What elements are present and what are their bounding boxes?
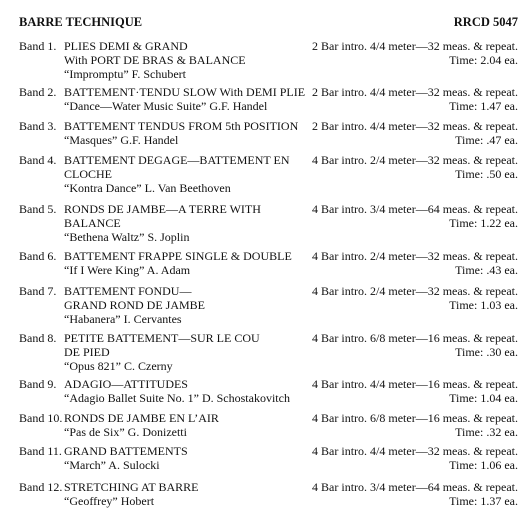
band-title <box>64 444 188 472</box>
band-intro-meter: 4 Bar intro. 2/4 meter—32 meas. & repeat. <box>312 284 518 298</box>
band-music-credit: “Geoffrey” Hobert <box>64 494 155 508</box>
band-exercise-line: BATTEMENT FRAPPE SINGLE & DOUBLE <box>64 249 292 263</box>
band-exercise-line: BATTEMENT DEGAGE—BATTEMENT EN <box>64 153 290 167</box>
band-music-credit: “Habanera” I. Cervantes <box>64 312 182 326</box>
band-exercise-line: With PORT DE BRAS & BALANCE <box>64 53 246 67</box>
band-music-credit: “Kontra Dance” L. Van Beethoven <box>64 181 231 195</box>
band-time: Time: 1.22 ea. <box>449 216 518 230</box>
band-time: Time: 1.03 ea. <box>449 298 518 312</box>
band-label: Band 9. <box>19 377 57 391</box>
band-music-credit: “Adagio Ballet Suite No. 1” D. Schostakovitch <box>64 391 290 405</box>
band-intro-meter: 4 Bar intro. 4/4 meter—16 meas. & repeat. <box>312 377 518 391</box>
band-label: Band 3. <box>19 119 57 133</box>
band-label: Band 7. <box>19 284 57 298</box>
band-intro-meter: 4 Bar intro. 3/4 meter—64 meas. & repeat. <box>312 480 518 494</box>
band-exercise-line: BATTEMENT·TENDU SLOW With DEMI PLIE <box>64 85 306 99</box>
band-title <box>64 411 219 439</box>
band-intro-meter: 4 Bar intro. 2/4 meter—32 meas. & repeat. <box>312 249 518 263</box>
band-info <box>312 153 518 181</box>
band-info <box>312 284 518 312</box>
band-title <box>64 153 290 195</box>
band-label: Band 8. <box>19 331 57 345</box>
band-time: Time: 1.47 ea. <box>449 99 518 113</box>
section-title: BARRE TECHNIQUE <box>19 15 143 29</box>
band-title <box>64 249 292 277</box>
band-info <box>312 249 518 277</box>
band-info <box>312 444 518 472</box>
band-time: Time: 2.04 ea. <box>449 53 518 67</box>
band-time: Time: 1.06 ea. <box>449 458 518 472</box>
band-info <box>312 331 518 359</box>
band-title <box>64 85 305 113</box>
band-title <box>64 202 261 244</box>
band-intro-meter: 4 Bar intro. 6/8 meter—16 meas. & repeat. <box>312 411 518 425</box>
band-title <box>64 39 246 81</box>
band-info <box>312 480 518 508</box>
band-exercise-line: ADAGIO—ATTITUDES <box>64 377 188 391</box>
band-title <box>64 284 205 326</box>
band-label: Band 5. <box>19 202 57 216</box>
band-title <box>64 377 290 405</box>
band-info <box>312 377 518 405</box>
band-time: Time: .30 ea. <box>455 345 518 359</box>
band-intro-meter: 4 Bar intro. 3/4 meter—64 meas. & repeat. <box>312 202 518 216</box>
band-label: Band 10. <box>19 411 63 425</box>
band-time: Time: 1.04 ea. <box>449 391 518 405</box>
band-intro-meter: 2 Bar intro. 4/4 meter—32 meas. & repeat. <box>312 39 518 53</box>
band-exercise-line: PETITE BATTEMENT—SUR LE COU <box>64 331 260 345</box>
band-exercise-line: CLOCHE <box>64 167 112 181</box>
catalog-code: RRCD 5047 <box>453 15 518 29</box>
band-intro-meter: 4 Bar intro. 4/4 meter—32 meas. & repeat. <box>312 444 518 458</box>
band-time: Time: .50 ea. <box>455 167 518 181</box>
band-exercise-line: BALANCE <box>64 216 121 230</box>
band-exercise-line: STRETCHING AT BARRE <box>64 480 199 494</box>
band-exercise-line: RONDS DE JAMBE—A TERRE WITH <box>64 202 261 216</box>
band-intro-meter: 2 Bar intro. 4/4 meter—32 meas. & repeat. <box>312 119 518 133</box>
band-time: Time: .47 ea. <box>455 133 518 147</box>
band-label: Band 2. <box>19 85 57 99</box>
band-label: Band 6. <box>19 249 57 263</box>
band-label: Band 1. <box>19 39 57 53</box>
band-intro-meter: 4 Bar intro. 2/4 meter—32 meas. & repeat. <box>312 153 518 167</box>
band-exercise-line: RONDS DE JAMBE EN L’AIR <box>64 411 219 425</box>
band-info <box>312 85 518 113</box>
band-music-credit: “Dance—Water Music Suite” G.F. Handel <box>64 99 268 113</box>
band-music-credit: “Masques” G.F. Handel <box>64 133 179 147</box>
band-exercise-line: PLIES DEMI & GRAND <box>64 39 188 53</box>
band-exercise-line: BATTEMENT TENDUS FROM 5th POSITION <box>64 119 299 133</box>
band-title <box>64 331 260 373</box>
header <box>19 15 518 31</box>
band-label: Band 11. <box>19 444 62 458</box>
band-title <box>64 480 198 508</box>
band-exercise-line: DE PIED <box>64 345 110 359</box>
band-intro-meter: 2 Bar intro. 4/4 meter—32 meas. & repeat. <box>312 85 518 99</box>
band-info <box>312 202 518 230</box>
band-music-credit: “If I Were King” A. Adam <box>64 263 191 277</box>
band-label: Band 4. <box>19 153 57 167</box>
band-music-credit: “Bethena Waltz” S. Joplin <box>64 230 190 244</box>
band-music-credit: “Pas de Six” G. Donizetti <box>64 425 187 439</box>
band-label: Band 12. <box>19 480 63 494</box>
band-music-credit: “Opus 821” C. Czerny <box>64 359 173 373</box>
band-info <box>312 119 518 147</box>
band-music-credit: “March” A. Sulocki <box>64 458 160 472</box>
band-exercise-line: GRAND ROND DE JAMBE <box>64 298 206 312</box>
band-music-credit: “Impromptu” F. Schubert <box>64 67 187 81</box>
band-intro-meter: 4 Bar intro. 6/8 meter—16 meas. & repeat. <box>312 331 518 345</box>
band-info <box>312 411 518 439</box>
band-title <box>64 119 298 147</box>
band-exercise-line: BATTEMENT FONDU— <box>64 284 192 298</box>
band-time: Time: 1.37 ea. <box>449 494 518 508</box>
band-time: Time: .43 ea. <box>455 263 518 277</box>
band-time: Time: .32 ea. <box>455 425 518 439</box>
band-exercise-line: GRAND BATTEMENTS <box>64 444 188 458</box>
band-info <box>312 39 518 67</box>
